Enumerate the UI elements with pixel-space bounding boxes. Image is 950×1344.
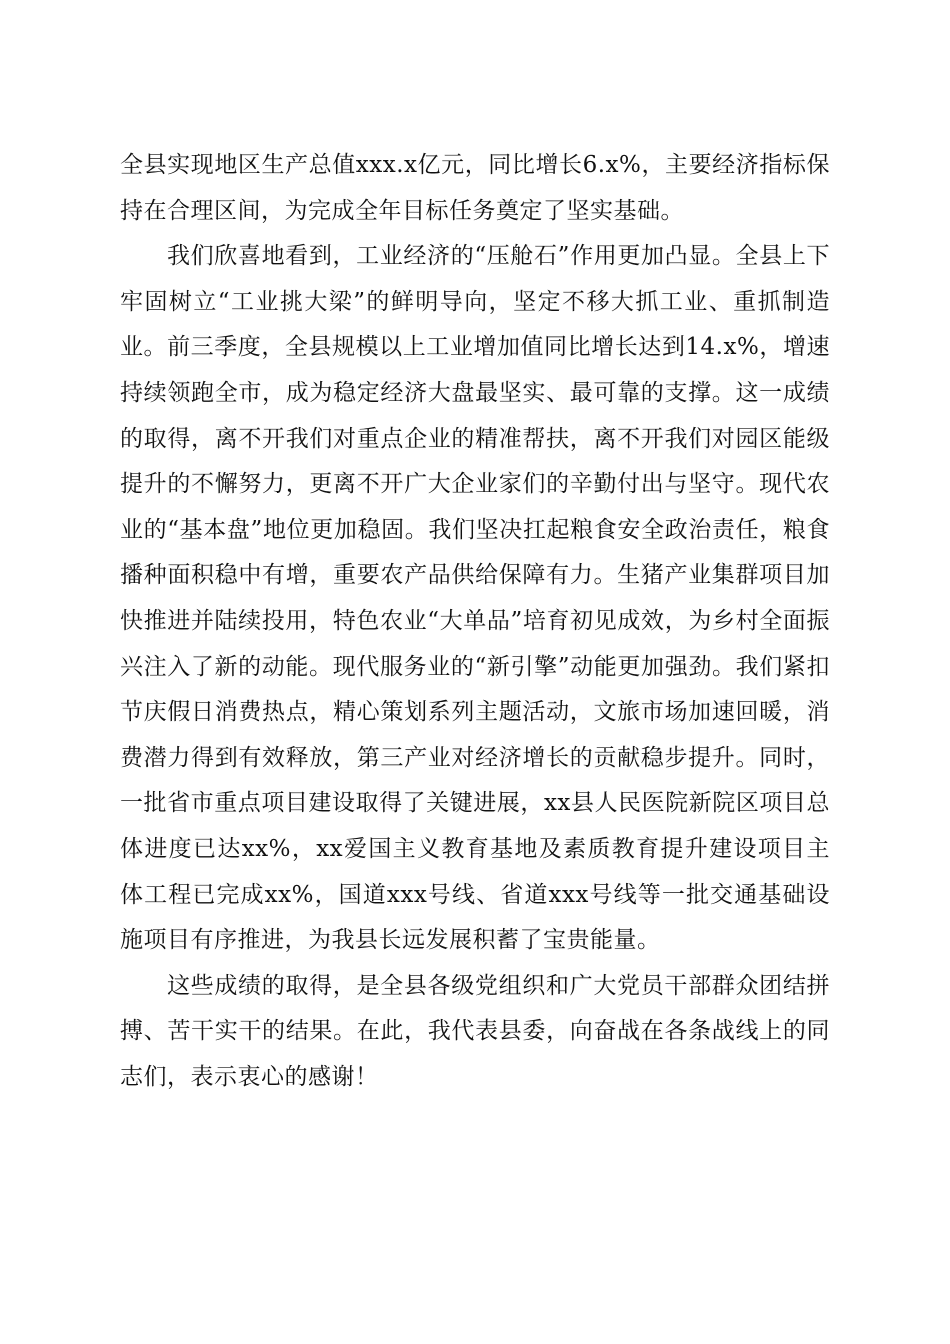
paragraph-continued: 全县实现地区生产总值xxx.x亿元，同比增长6.x%，主要经济指标保持在合理区间，为完成全年目标任务奠定了坚实基础。	[120, 152, 830, 224]
paragraph-economy-achievements: 我们欣喜地看到，工业经济的“压舱石”作用更加凸显。全县上下牢固树立“工业挑大梁”的鲜明导向，坚定不移大抓工业、重抓制造业。前三季度，全县规模以上工业增加值同比增长达到14.x%，增速持续领跑全市，成为稳定经济大盘最坚实、最可靠的支撑。这一成绩的取得，离不开我们对重点企业的精准帮扶，离不开我们对园区能级提升的不懈努力，更离不开广大企业家们的辛勤付出与坚守。现代农业的“基本盘”地位更加稳固。我们坚决扛起粮食安全政治责任，粮食播种面积稳中有增，重要农产品供给保障有力。生猪产业集群项目加快推进并陆续投用，特色农业“大单品”培育初见成效，为乡村全面振兴注入了新的动能。现代服务业的“新引擎”动能更加强劲。我们紧扣节庆假日消费热点，精心策划系列主题活动，文旅市场加速回暖，消费潜力得到有效释放，第三产业对经济增长的贡献稳步提升。同时，一批省市重点项目建设取得了关键进展，xx县人民医院新院区项目总体进度已达xx%，xx爱国主义教育基地及素质教育提升建设项目主体工程已完成xx%，国道xxx号线、省道xxx号线等一批交通基础设施项目有序推进，为我县长远发展积蓄了宝贵能量。	[120, 243, 830, 954]
document-body	[120, 143, 830, 1100]
paragraph-thanks: 这些成绩的取得，是全县各级党组织和广大党员干部群众团结拼搏、苦干实干的结果。在此，我代表县委，向奋战在各条战线上的同志们，表示衷心的感谢！	[120, 972, 830, 1090]
